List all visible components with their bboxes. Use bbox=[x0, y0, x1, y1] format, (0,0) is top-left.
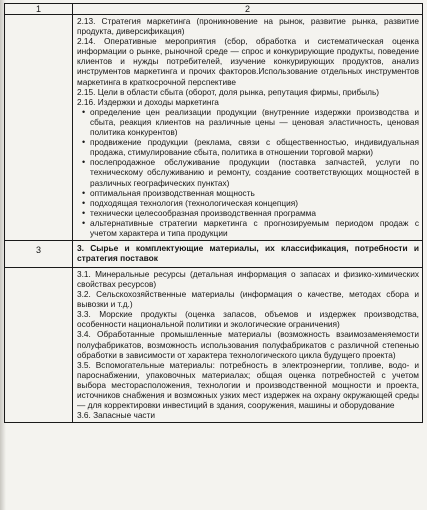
bullet-item: • альтернативные стратегии маркетинга с прогнозируемым периодом продаж с учетом характера и типа продукции bbox=[81, 218, 419, 238]
bullet-list bbox=[77, 107, 419, 238]
item-2-15: 2.15. Цели в области сбыта (оборот, доля рынка, репутация фирмы, прибыль) bbox=[77, 86, 380, 97]
item-3-4: 3.4. Обработанные промышленные материалы (возможность взаимозаменяемости полуфабрикатов, возможность использования полуфабрикатов с различной степенью обработки в зависимости от характера технологического цикла будущего проекта) bbox=[77, 329, 419, 360]
item-3-6: 3.6. Запасные части bbox=[77, 410, 156, 421]
item-3-2: 3.2. Сельскохозяйственные материалы (информация о качестве, методах сбора и вывозки и т.д.) bbox=[77, 289, 419, 310]
section-title: 3. Сырье и комплектующие материалы, их классификация, потребности и стратегия поставок bbox=[73, 241, 423, 268]
table-row bbox=[5, 267, 423, 422]
bullet-item: • послепродажное обслуживание продукции (поставка запчастей, услуги по техническому обслуживанию и ремонту, создание соответствующих мощностей в различных географических пунктах) bbox=[81, 157, 419, 187]
item-3-5: 3.5. Вспомогательные материалы: потребность в электроэнергии, топливе, водо- и пароснабжении, упаковочных материалах; общая оценка потребностей с учетом выбора месторасположения, технологии и производственной мощности и проекта, источников снабжения и возможных узких мест издержек на охрану окружающей среды — для корректировки инвестиций в здания, сооружения, машины и оборудование bbox=[77, 359, 419, 411]
row-number-cell bbox=[5, 15, 73, 241]
table-header-row bbox=[5, 4, 423, 15]
item-2-13: 2.13. Стратегия маркетинга (проникновение на рынок, развитие рынка, развитие продукта, диверсификация) bbox=[77, 16, 419, 37]
row-number-cell: 3 bbox=[5, 241, 73, 268]
header-col-2: 2 bbox=[73, 4, 423, 15]
item-3-3: 3.3. Морские продукты (оценка запасов, объемов и издержек производства, особенности национальной политики и экологические ограничения) bbox=[77, 309, 419, 330]
content-table bbox=[4, 3, 423, 423]
bullet-item: • оптимальная производственная мощность bbox=[81, 188, 419, 198]
item-2-16: 2.16. Издержки и доходы маркетинга bbox=[77, 96, 219, 107]
bullet-item: • определение цен реализации продукции (внутренние издержки производства и сбыта, реакция клиентов на различные цены — ценовая эластичность, ценовая политика конкурентов) bbox=[81, 107, 419, 137]
item-3-1: 3.1. Минеральные ресурсы (детальная информация о запасах и физико-химических свойствах ресурсов) bbox=[77, 268, 419, 289]
header-col-1: 1 bbox=[5, 4, 73, 15]
bullet-item: • технически целесообразная производственная программа bbox=[81, 208, 419, 218]
row-number-cell bbox=[5, 267, 73, 422]
bullet-item: • продвижение продукции (реклама, связи с общественностью, индивидуальная продажа, стимулирование сбыта, политика в отношении торговой марки) bbox=[81, 137, 419, 157]
item-2-14: 2.14. Оперативные мероприятия (сбор, обработка и систематическая оценка информации о рынке, рыночной среде — спрос и конкурирующие продукты, поведение клиентов и нужды потребителей, изучение конкурирующих продуктов, анализ инструментов маркетинга и прочих факторов.Использование отдельных инструментов маркетинга в краткосрочной перспективе bbox=[77, 36, 419, 87]
bullet-item: • подходящая технология (технологическая концепция) bbox=[81, 198, 419, 208]
table-row bbox=[5, 241, 423, 268]
table-row bbox=[5, 15, 423, 241]
content-cell bbox=[73, 267, 423, 422]
content-cell bbox=[73, 15, 423, 241]
